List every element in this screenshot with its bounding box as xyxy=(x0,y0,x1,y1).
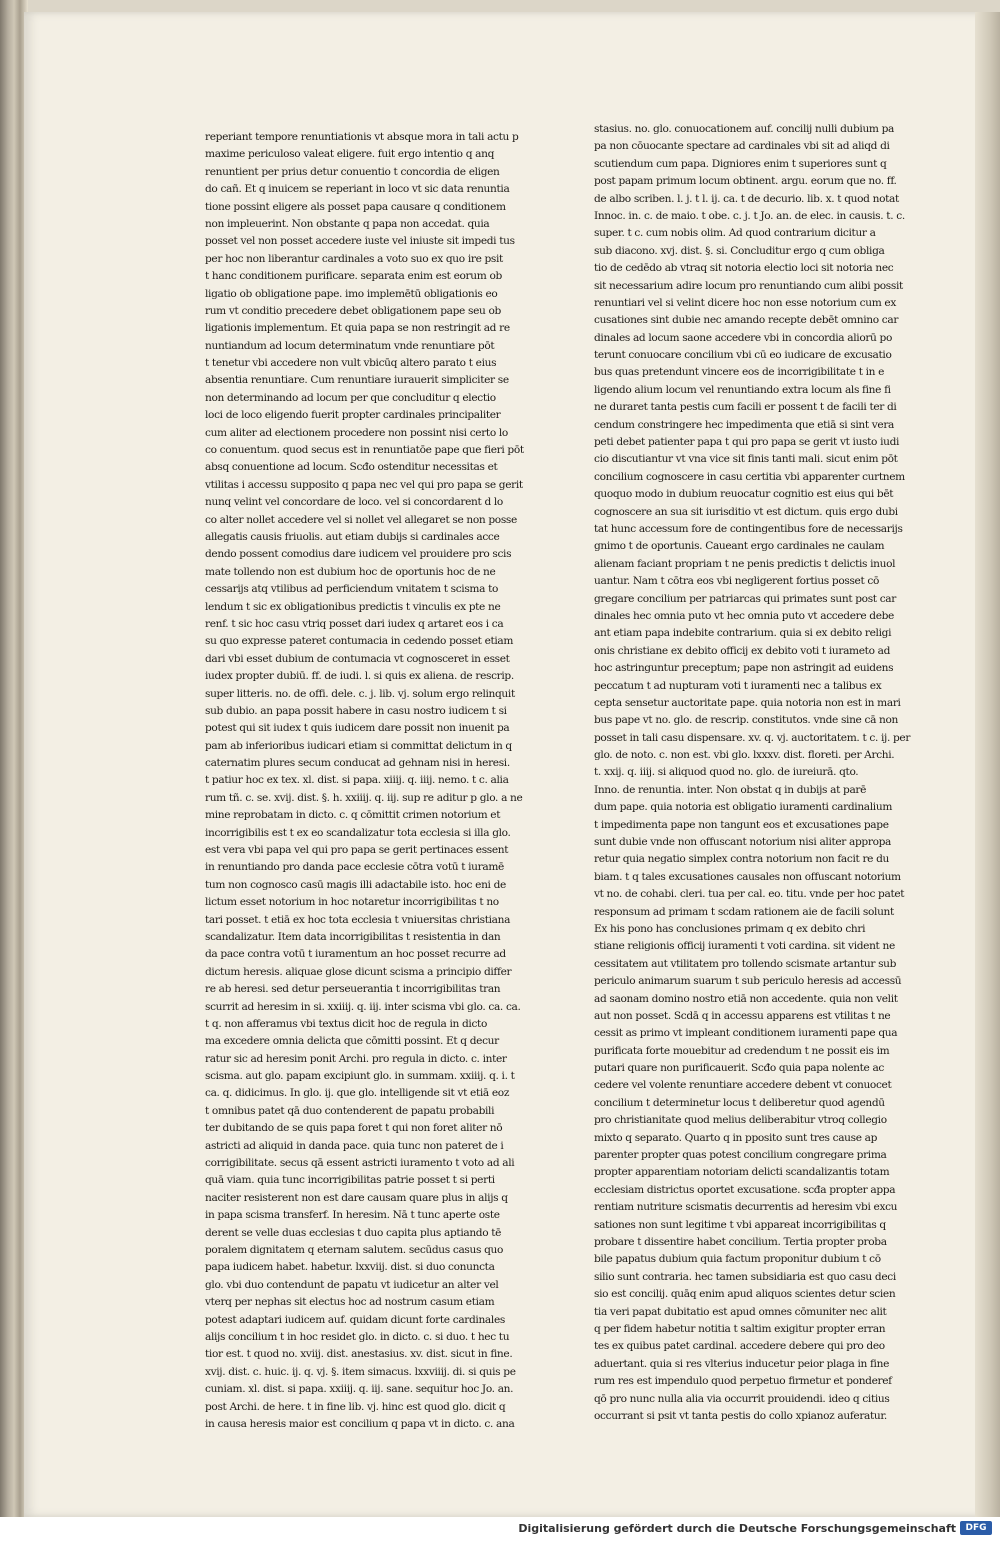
dfg-logo: DFG xyxy=(960,1521,992,1535)
text-line: q per fidem habetur notitia t saltim exigitur propter erran xyxy=(594,1322,886,1335)
text-line: potest adaptari iudicem auf. quidam dicunt forte cardinales xyxy=(205,1313,505,1326)
text-line: sunt dubie vnde non offuscant notorium nisi aliter appropa xyxy=(594,836,892,849)
text-line: super. t c. cum nobis olim. Ad quod contrarium dicitur a xyxy=(594,227,876,240)
text-line: tio de cedēdo ab vtraq sit notoria electio loci sit notoria nec xyxy=(594,262,894,275)
text-line: concilium t determinetur locus t deliberetur quod agendū xyxy=(594,1096,885,1109)
text-line: mate tollendo non est dubium hoc de oportunis hoc de ne xyxy=(205,565,496,578)
text-line: dictum heresis. aliquae glose dicunt scisma a principio differ xyxy=(205,965,512,978)
text-line: re ab heresi. sed detur perseuerantia t incorrigibilitas tran xyxy=(205,983,501,996)
text-line: reperiant tempore renuntiationis vt absque mora in tali actu p xyxy=(205,131,519,143)
text-line: renuntiari vel si velint dicere hoc non esse notorium cum ex xyxy=(594,296,896,309)
text-line: t impedimenta pape non tangunt eos et excusationes pape xyxy=(594,818,889,831)
text-line: absq conuentione ad locum. Scđo ostenditur necessitas et xyxy=(205,461,498,474)
text-line: posset in tali casu dispensare. xv. q. vj. auctoritatem. t c. ij. per xyxy=(594,731,911,744)
text-line: da pace contra votū t iuramentum an hoc posset recurre ad xyxy=(205,948,506,961)
text-line: glo. vbi duo contendunt de papatu vt iudicetur an alter vel xyxy=(205,1278,499,1291)
text-line: cognoscere an sua sit iurisditio vt est dictum. quis ergo dubi xyxy=(594,505,898,518)
text-line: astricti ad aliquid in danda pace. quia tunc non pateret de i xyxy=(205,1139,504,1152)
text-line: tior est. t quod no. xviij. dist. anestasius. xv. dist. sicut in fine. xyxy=(205,1348,513,1361)
text-line: dinales hec omnia puto vt hec omnia puto vt accedere debe xyxy=(594,609,894,622)
text-line: parenter propter quas potest concilium congregare prima xyxy=(594,1149,887,1162)
text-line: scandalizatur. Item data incorrigibilitas t resistentia in dan xyxy=(205,930,501,943)
text-line: t hanc conditionem purificare. separata enim est eorum ob xyxy=(205,270,502,283)
text-line: peccatum t ad nupturam voti t iuramenti nec a talibus ex xyxy=(594,679,882,692)
text-line: vt no. de cohabi. cleri. tua per cal. eo. titu. vnde per hoc patet xyxy=(594,888,905,901)
text-line: per hoc non liberantur cardinales a voto suo ex quo ire psit xyxy=(205,252,503,265)
text-line: tes ex quibus patet cardinal. accedere debere qui pro deo xyxy=(594,1340,885,1353)
text-line: t patiur hoc ex tex. xl. dist. si papa. xiiij. q. iiij. nemo. t c. alia xyxy=(205,774,509,787)
text-line: sub diacono. xvj. dist. §. si. Concluditur ergo q cum obliga xyxy=(594,244,885,257)
text-line: aut non posset. Scdā q in accessu apparens est vtilitas t ne xyxy=(594,1009,891,1022)
text-line: biam. t q tales excusationes causales non offuscant notorium xyxy=(594,870,901,883)
text-line: su quo expresse pateret contumacia in cedendo posset etiam xyxy=(205,635,514,648)
text-line: ant etiam papa indebite contrarium. quia si ex debito religi xyxy=(594,627,892,640)
text-line: tione possint eligere als posset papa causare q conditionem xyxy=(205,200,506,213)
text-line: sio est concilij. quāq enim apud aliquos scientes detur scien xyxy=(594,1288,896,1301)
text-line: tat hunc accessum fore de contingentibus fore de necessarijs xyxy=(594,522,903,535)
text-line: periculo animarum suarum t sub periculo heresis ad accessū xyxy=(594,975,902,988)
text-line: rum res est impendulo quod perpetuo firmetur et ponderef xyxy=(594,1375,892,1388)
text-line: cuniam. xl. dist. si papa. xxiiij. q. iij. sane. sequitur hoc Jo. an. xyxy=(205,1383,514,1396)
text-line: ad saonam domino nostro etiā non accedente. quia non velit xyxy=(594,992,898,1005)
text-line: ecclesiam districtus oportet excusatione. scđa propter appa xyxy=(594,1183,896,1196)
text-line: ma excedere omnia delicta que cōmitti possint. Et q decur xyxy=(205,1035,499,1048)
text-line: post Archi. de here. t in fine lib. vj. hinc est quod glo. dicit q xyxy=(205,1400,506,1413)
text-line: caternatim plures secum conducat ad gehnam nisi in heresi. xyxy=(205,757,510,770)
text-line: vtilitas i accessu supposito q papa nec vel qui pro papa se gerit xyxy=(205,478,523,491)
text-line: incorrigibilis est t ex eo scandalizatur tota ecclesia si illa glo. xyxy=(205,826,511,839)
text-line: de albo scriben. l. j. t l. ij. ca. t de decurio. lib. x. t quod notat xyxy=(594,192,899,205)
text-line: renuntient per prius detur conuentio t concordia de eligen xyxy=(205,165,500,178)
text-line: in papa scisma transferf. In heresim. Nā t tunc aperte oste xyxy=(205,1209,500,1222)
text-line: poralem dignitatem q eternam salutem. secūdus casus quo xyxy=(205,1244,504,1256)
text-line: stasius. no. glo. conuocationem auf. concilij nulli dubium pa xyxy=(594,123,895,135)
text-line: cessitatem aut vtilitatem pro tollendo scismate artantur sub xyxy=(594,957,897,970)
text-line: iudex propter dubiū. ff. de iudi. l. si quis ex aliena. de rescrip. xyxy=(205,670,514,683)
text-line: in renuntiando pro danda pace ecclesie cōtra votū t iuramē xyxy=(205,861,504,874)
text-line: dendo possent comodius dare iudicem vel prouidere pro scis xyxy=(205,548,512,561)
text-line: propter apparentiam notoriam delicti scandalizantis totam xyxy=(594,1166,890,1179)
text-line: onis christiane ex debito officij ex debito voti t iurameto ad xyxy=(594,644,891,657)
text-line: lendum t sic ex obligationibus predictis t vinculis ex pte ne xyxy=(205,600,501,613)
text-line: tum non cognosco casū magis illi adactabile isto. hoc eni de xyxy=(205,878,506,891)
text-line: bus quas pretendunt vincere eos de incorrigibilitate t in e xyxy=(594,366,885,379)
text-line: t omnibus patet qā duo contenderent de papatu probabili xyxy=(205,1104,495,1117)
text-line: sationes non sunt legitime t vbi appareat incorrigibilitas q xyxy=(594,1218,886,1231)
text-line: scutiendum cum papa. Digniores enim t superiores sunt q xyxy=(594,157,887,170)
text-line: cedere vel volente renuntiare accedere debent vt conuocet xyxy=(594,1079,892,1092)
text-line: ligatio ob obligatione pape. imo implemētū obligationis eo xyxy=(205,287,498,300)
text-line: lictum esset notorium in hoc notaretur incorrigibilitas t no xyxy=(205,896,499,909)
text-line: retur quia negatio simplex contra notorium non facit re du xyxy=(594,853,889,866)
text-line: peti debet patienter papa t qui pro papa se gerit vt iusto iudi xyxy=(594,436,900,449)
text-line: quoquo modo in dubium reuocatur cognitio est eius qui bēt xyxy=(594,488,894,501)
text-line: corrigibilitate. secus qā essent astricti iuramento t voto ad ali xyxy=(205,1157,515,1170)
text-line: terunt conuocare concilium vbi cū eo iudicare de excusatio xyxy=(594,349,892,362)
text-line: dum pape. quia notoria est obligatio iuramenti cardinalium xyxy=(594,801,893,814)
text-line: purificata forte mouebitur ad credendum t ne possit eis im xyxy=(594,1044,890,1057)
text-line: nunq velint vel concordare de loco. vel si concordarent d lo xyxy=(205,496,503,509)
text-line: absentia renuntiare. Cum renuntiare iurauerit simpliciter se xyxy=(205,374,509,387)
text-line: co alter nollet accedere vel si nollet vel allegaret se non posse xyxy=(205,513,517,526)
text-line: papa iudicem habet. habetur. lxxviij. dist. si duo conuncta xyxy=(205,1261,495,1274)
text-line: occurrant si psit vt tanta pestis do collo xpianoz auferatur. xyxy=(594,1409,887,1422)
text-line: rum tñ. c. se. xvij. dist. §. h. xxiiij. q. iij. sup re aditur p glo. a ne xyxy=(205,791,523,804)
text-line: renf. t sic hoc casu vtriq posset dari iudex q artaret eos i ca xyxy=(205,617,504,630)
text-line: est vera vbi papa vel qui pro papa se gerit pertinaces essent xyxy=(205,844,509,857)
text-line: rentiam nutriture scismatis decurrentis ad heresim vbi excu xyxy=(594,1201,898,1214)
text-line: cepta sensetur auctoritate pape. quia notoria non est in mari xyxy=(594,696,901,709)
text-line: bile papatus dubium quia factum proponitur dubium t cō xyxy=(594,1253,881,1266)
text-line: uantur. Nam t cōtra eos vbi negligerent fortius posset cō xyxy=(594,575,879,588)
text-line: quā viam. quia tunc incorrigibilitas patrie posset t si perti xyxy=(205,1174,495,1187)
text-line: naciter resisterent non est dare causam quare plus in alijs q xyxy=(205,1191,508,1204)
text-line: cum aliter ad electionem procedere non possint nisi certo lo xyxy=(205,426,508,439)
text-line: gregare concilium per patriarcas qui primates sunt post car xyxy=(594,592,896,605)
text-line: mine reprobatam in dicto. c. q cōmittit crimen notorium et xyxy=(205,809,501,822)
text-line: Inno. de renuntia. inter. Non obstat q in dubijs at parē xyxy=(594,783,867,796)
page-right-edge xyxy=(975,12,1000,1517)
text-line: do cañ. Et q inuicem se reperiant in loco vt sic data renuntia xyxy=(205,183,510,196)
text-line: alijs concilium t in hoc residet glo. in dicto. c. si duo. t hec tu xyxy=(205,1330,510,1343)
text-line: in causa heresis maior est concilium q papa vt in dicto. c. ana xyxy=(205,1417,515,1430)
text-column-right xyxy=(594,121,924,1425)
text-line: pro christianitate quod melius deliberabitur vtroq collegio xyxy=(594,1114,887,1127)
text-line: t q. non afferamus vbi textus dicit hoc de regula in dicto xyxy=(205,1017,487,1030)
text-line: Innoc. in. c. de maio. t obe. c. j. t Jo. an. de elec. in causis. t. c. xyxy=(594,209,905,222)
text-line: rum vt conditio precedere debet obligationem pape seu ob xyxy=(205,304,501,317)
text-line: glo. de noto. c. non est. vbi glo. lxxxv. dist. floreti. per Archi. xyxy=(594,749,895,762)
text-line: potest qui sit iudex t quis iudicem dare possit non inuenit pa xyxy=(205,722,510,735)
text-line: silio sunt contraria. hec tamen subsidiaria est quo casu deci xyxy=(594,1270,896,1283)
text-line: pam ab inferioribus iudicari etiam si committat delictum in q xyxy=(205,739,512,752)
text-line: t. xxij. q. iiij. si aliquod quod no. glo. de iureiurā. qto. xyxy=(594,766,859,779)
text-line: posset vel non posset accedere iuste vel iniuste sit impedi tus xyxy=(205,235,515,248)
text-line: cessarijs atq vtilibus ad perficiendum vnitatem t scisma to xyxy=(205,583,499,596)
text-line: probare t dissentire habet concilium. Tertia propter proba xyxy=(594,1236,887,1248)
text-column-left xyxy=(205,129,533,1433)
text-line: cendum constringere hec impedimenta que etiā si sint vera xyxy=(594,418,895,431)
text-line: scurrit ad heresim in si. xxiiij. q. iij. inter scisma vbi glo. ca. ca. xyxy=(205,1000,521,1013)
text-line: allegatis causis friuolis. aut etiam dubijs si cardinales acce xyxy=(205,530,500,543)
text-line: non impleuerint. Non obstante q papa non accedat. quia xyxy=(205,217,490,230)
text-line: nuntiandum ad locum determinatum vnde renuntiare pōt xyxy=(205,339,495,352)
text-line: cessit as primo vt impleant conditionem iuramenti pape qua xyxy=(594,1027,898,1040)
text-line: ligendo alium locum vel renuntiando extra locum als fine fi xyxy=(594,383,891,396)
text-line: bus pape vt no. glo. de rescrip. constitutos. vnde sine cā non xyxy=(594,714,899,727)
text-line: responsum ad primam t scdam rationem aie de facili solunt xyxy=(594,905,894,918)
text-line: sub dubio. an papa possit habere in casu nostro iudicem t si xyxy=(205,704,507,717)
text-line: sit necessarium adire locum pro renuntiando cum alibi possit xyxy=(594,279,903,292)
text-line: ne duraret tanta pestis cum facili er possent t de facili ter di xyxy=(594,401,897,414)
text-line: super litteris. no. de offi. dele. c. j. lib. vj. solum ergo relinquit xyxy=(205,687,515,700)
text-line: post papam primum locum obtinent. argu. eorum que no. ff. xyxy=(594,175,897,188)
text-line: xvij. dist. c. huic. ij. q. vj. §. item simacus. lxxviiij. di. si quis pe xyxy=(205,1365,516,1378)
text-line: ratur sic ad heresim ponit Archi. pro regula in dicto. c. inter xyxy=(205,1052,507,1065)
text-line: tari posset. t etiā ex hoc tota ecclesia t vniuersitas christiana xyxy=(205,913,511,926)
text-line: dinales ad locum saone accedere vbi in concordia aliorū po xyxy=(594,331,893,344)
text-line: loci de loco eligendo fuerit propter cardinales principaliter xyxy=(205,409,501,422)
funding-notice: Digitalisierung gefördert durch die Deutsche Forschungsgemeinschaft xyxy=(518,1522,956,1535)
text-line: cusationes sint dubie nec amando recepte debēt omnino car xyxy=(594,314,899,327)
text-line: hoc astringuntur preceptum; pape non astringit ad euidens xyxy=(594,662,894,675)
text-line: tia veri papat dubitatio est apud omnes cōmuniter nec alit xyxy=(594,1305,887,1318)
text-line: Ex his pono has conclusiones primam q ex debito chri xyxy=(594,922,866,935)
text-line: concilium cognoscere in casu certitia vbi apparenter curtnem xyxy=(594,470,905,483)
text-line: qō pro nunc nulla alia via occurrit prouidendi. ideo q citius xyxy=(594,1392,890,1405)
text-line: co conuentum. quod secus est in renuntiatōe pape que fieri pōt xyxy=(205,444,524,457)
text-line: ligationis implementum. Et quia papa se non restringit ad re xyxy=(205,322,510,335)
text-line: t tenetur vbi accedere non vult vbicūq altero parato t eius xyxy=(205,357,497,370)
text-line: derent se velle duas ecclesias t duo capita plus aptiando tē xyxy=(205,1226,502,1239)
text-line: putari quare non purificauerit. Scđo quia papa nolente ac xyxy=(594,1062,884,1075)
text-line: dari vbi esset dubium de contumacia vt cognosceret in esset xyxy=(205,652,510,665)
text-line: scisma. aut glo. papam excipiunt glo. in summam. xxiiij. q. i. t xyxy=(205,1070,515,1083)
text-line: cio discutiantur vt vna vice sit finis tanti mali. sicut enim pōt xyxy=(594,453,898,466)
text-line: stiane religionis officij iuramenti t voti cardina. sit vident ne xyxy=(594,940,895,953)
text-line: gnimo t de oportunis. Caueant ergo cardinales ne caulam xyxy=(594,540,885,553)
text-line: pa non cōuocante spectare ad cardinales vbi sit ad aliqd di xyxy=(594,140,890,153)
text-line: vterq per nephas sit electus hoc ad nostrum casum etiam xyxy=(205,1296,495,1309)
text-line: ter dubitando de se quis papa foret t qui non foret aliter nō xyxy=(205,1122,503,1135)
text-line: aduertant. quia si res vlterius inducetur peior plaga in fine xyxy=(594,1357,889,1370)
text-line: non determinando ad locum per que concluditur q electio xyxy=(205,391,496,404)
text-line: mixto q separato. Quarto q in pposito sunt tres cause ap xyxy=(594,1131,878,1144)
text-line: maxime periculoso valeat eligere. fuit ergo intentio q anq xyxy=(205,148,495,161)
text-line: ca. q. didicimus. In glo. ij. que glo. intelligende sit vt etiā eoz xyxy=(205,1087,510,1100)
text-line: alienam faciant propriam t ne penis predictis t delictis inuol xyxy=(594,557,896,570)
